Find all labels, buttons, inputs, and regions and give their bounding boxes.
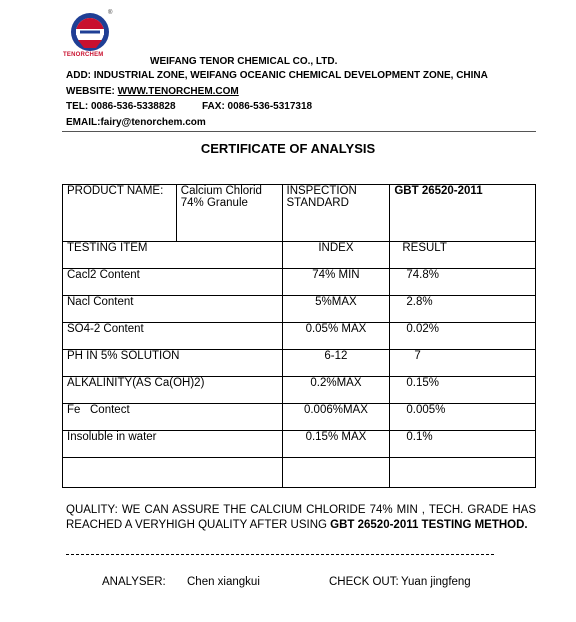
table-row [63, 458, 536, 488]
analysis-table [62, 184, 536, 488]
company-name: WEIFANG TENOR CHEMICAL CO., LTD. [150, 56, 338, 67]
quality-method: GBT 26520-2011 TESTING METHOD. [330, 519, 528, 531]
row-index: 0.006%MAX [282, 404, 390, 431]
row-result: 0.15% [390, 377, 536, 404]
product-name-line2: 74% Granule [180, 197, 248, 209]
analyser-name: Chen xiangkui [187, 576, 260, 588]
row-index: 0.05% MAX [282, 323, 390, 350]
inspection-standard-value: GBT 26520-2011 [390, 185, 536, 242]
row-index: 74% MIN [282, 269, 390, 296]
product-name-value [176, 185, 282, 242]
row-index [282, 458, 390, 488]
column-header-index: INDEX [282, 242, 390, 269]
checkout-name: Yuan jingfeng [401, 576, 471, 588]
row-item: Cacl2 Content [63, 269, 283, 296]
website-link[interactable]: WWW.TENORCHEM.COM [117, 86, 239, 97]
document-title: CERTIFICATE OF ANALYSIS [200, 141, 376, 156]
table-row [63, 296, 536, 323]
row-item: Fe Contect [63, 404, 283, 431]
website-label: WEBSITE: [66, 86, 115, 97]
row-item: PH IN 5% SOLUTION [63, 350, 283, 377]
product-name-label: PRODUCT NAME: [63, 185, 177, 242]
checkout-label: CHECK OUT: [329, 576, 399, 588]
row-result: 0.005% [390, 404, 536, 431]
quality-statement [66, 503, 536, 533]
inspection-standard-label-line1: INSPECTION [286, 185, 357, 197]
quality-text: QUALITY: WE CAN ASSURE THE CALCIUM CHLORIDE 74% MIN , TECH. GRADE HAS REACHED A VERYHIGH QUALITY AFTER USING [66, 504, 536, 531]
tenorchem-logo [66, 10, 118, 58]
row-result: 7 [390, 350, 536, 377]
product-name-line1: Calcium Chlorid [180, 185, 262, 197]
row-item: Nacl Content [63, 296, 283, 323]
row-item: SO4-2 Content [63, 323, 283, 350]
analyser-label: ANALYSER: [102, 576, 166, 588]
company-email: EMAIL:fairy@tenorchem.com [66, 117, 206, 128]
header-divider [62, 131, 536, 132]
table-row [63, 431, 536, 458]
inspection-standard-label [282, 185, 390, 242]
row-index: 0.2%MAX [282, 377, 390, 404]
row-result: 0.02% [390, 323, 536, 350]
column-header-result: RESULT [390, 242, 536, 269]
dashed-divider [66, 554, 494, 555]
table-row [63, 323, 536, 350]
row-item [63, 458, 283, 488]
row-item: Insoluble in water [63, 431, 283, 458]
table-row [63, 377, 536, 404]
inspection-standard-label-line2: STANDARD [286, 197, 349, 209]
company-tel: TEL: 0086-536-5338828 [66, 101, 176, 112]
company-address: ADD: INDUSTRIAL ZONE, WEIFANG OCEANIC CHEMICAL DEVELOPMENT ZONE, CHINA [66, 70, 488, 81]
row-index: 5%MAX [282, 296, 390, 323]
row-item: ALKALINITY(AS Ca(OH)2) [63, 377, 283, 404]
registered-mark: ® [108, 10, 113, 16]
column-header-row [63, 242, 536, 269]
row-index: 0.15% MAX [282, 431, 390, 458]
column-header-item: TESTING ITEM [63, 242, 283, 269]
company-website [66, 86, 239, 97]
row-result: 74.8% [390, 269, 536, 296]
table-row [63, 269, 536, 296]
logo-text: TENORCHEM [63, 52, 104, 58]
row-index: 6-12 [282, 350, 390, 377]
row-result: 0.1% [390, 431, 536, 458]
product-row [63, 185, 536, 242]
row-result [390, 458, 536, 488]
table-row [63, 350, 536, 377]
company-fax: FAX: 0086-536-5317318 [202, 101, 313, 112]
row-result: 2.8% [390, 296, 536, 323]
table-row [63, 404, 536, 431]
